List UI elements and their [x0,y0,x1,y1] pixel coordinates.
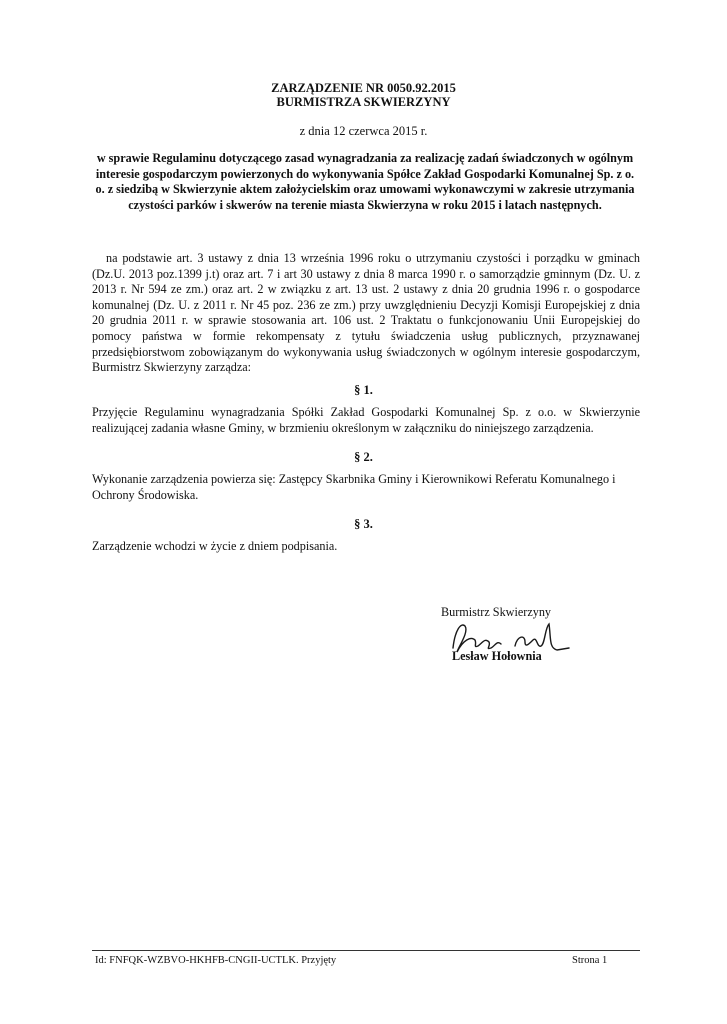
section-2-text: Wykonanie zarządzenia powierza się: Zastępcy Skarbnika Gminy i Kierownikowi Referatu Komunalnego i Ochrony Środowiska. [92,472,616,502]
signatory-title: Burmistrz Skwierzyny [441,605,552,619]
legal-basis-paragraph [92,251,640,376]
section-1-text: Przyjęcie Regulaminu wynagradzania Spółki Zakład Gospodarki Komunalnej Sp. z o.o. w Skwierzynie realizującej zadania własne Gminy, w brzmieniu określonym w załączniku do niniejszego zarządzenia. [92,405,640,435]
document-date: z dnia 12 czerwca 2015 r. [299,124,428,138]
section-3-heading: § 3. [354,517,373,531]
section-3-text: Zarządzenie wchodzi w życie z dniem podpisania. [92,539,338,553]
signatory-name: Lesław Hołownia [452,649,542,663]
page-number: Strona 1 [572,955,608,966]
document-title: ZARZĄDZENIE NR 0050.92.2015 [271,81,456,95]
legal-basis-text: na podstawie art. 3 ustawy z dnia 13 września 1996 roku o utrzymaniu czystości i porządku w gminach (Dz.U. 2013 poz.1399 j.t) oraz art. 7 i art 30 ustawy z dnia 8 marca 1990 r. o samorządzie gminnym (Dz. U. z 2013 r. Nr 594 ze zm.) oraz art. 2 w związku z art. 13 ust. 2 ustawy z dnia 20 grudnia 1996 r. o gospodarce komunalnej (Dz. U. z 2011 r. Nr 45 poz. 236 ze zm.) przy uwzględnieniu Decyzji Komisji Europejskiej z dnia 20 grudnia 2011 r. w sprawie stosowania art. 106 ust. 2 Traktatu o funkcjonowaniu Unii Europejskiej do pomocy państwa w formie rekompensaty z tytułu świadczenia usług publicznych, przyznawanej przedsiębiorstwom zobowiązanym do wykonywania usług świadczonych w ogólnym interesie gospodarczym, Burmistrz Skwierzyny zarządza: [92,251,640,375]
footer-divider [92,950,640,951]
section-2-heading: § 2. [354,450,373,464]
section-1-heading: § 1. [354,383,373,397]
document-issuer: BURMISTRZA SKWIERZYNY [276,95,451,109]
document-id: Id: FNFQK-WZBVO-HKHFB-CNGII-UCTLK. Przyjęty [95,955,337,966]
document-subject: w sprawie Regulaminu dotyczącego zasad wynagradzania za realizację zadań świadczonych w ogólnym interesie gospodarczym powierzonych do wykonywania Spółce Zakład Gospodarki Komunalnej Sp. z o. o. z siedzibą w Skwierzynie aktem założycielskim oraz umowami wykonawczymi w zakresie utrzymania czystości parków i skwerów na terenie miasta Skwierzyna w roku 2015 i latach następnych. [95,151,635,212]
